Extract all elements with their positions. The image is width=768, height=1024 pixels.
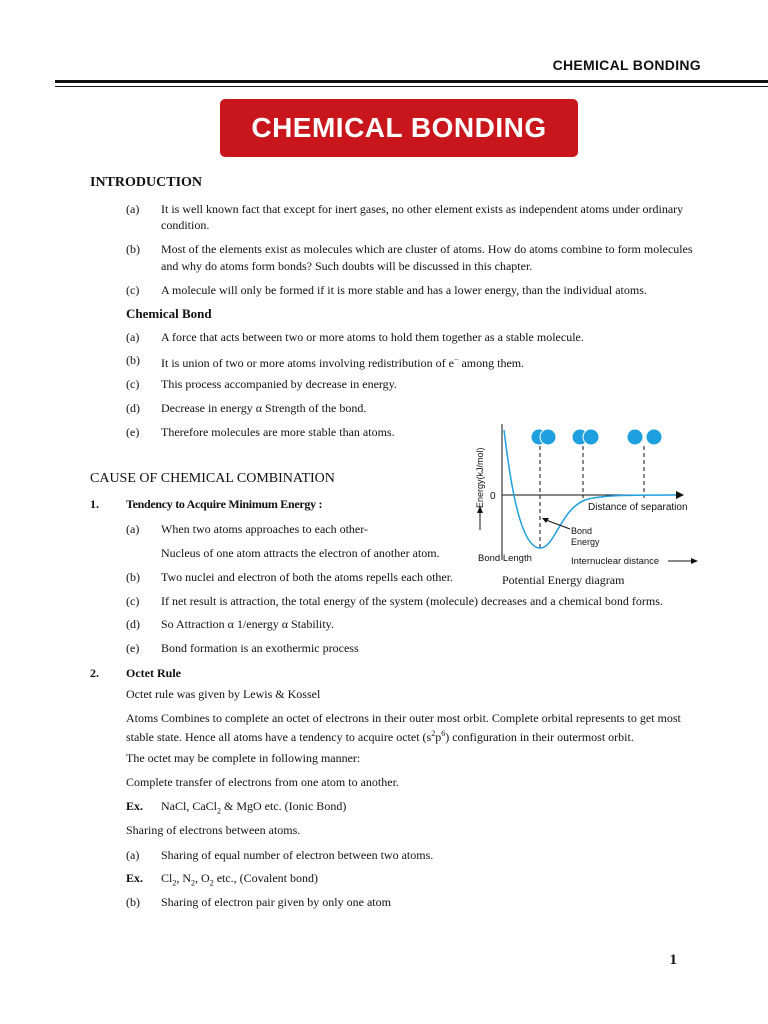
octet-item-a-text: Sharing of equal number of electron between two atoms.	[161, 848, 434, 862]
zero-label: 0	[490, 491, 496, 502]
p1-item-c-text: If net result is attraction, the total energy of the system (molecule) decreases and a chemical bond forms.	[161, 594, 663, 608]
internuclear-label: Internuclear distance	[571, 556, 660, 567]
intro-heading: INTRODUCTION	[90, 175, 203, 190]
p1-item-a-text: When two atoms approaches to each other-	[161, 522, 369, 536]
octet-p2-line2: stable state. Hence all atoms have a tendency to acquire octet $(s^2p^6)$ configuration in their outermost orbit.	[126, 729, 634, 744]
p1-item-b-label: (b)	[126, 570, 140, 584]
chapter-title-banner: CHEMICAL BONDING	[220, 99, 578, 157]
ex2-text: $Cl_2$, $N_2$, $O_2$ etc., (Covalent bond)	[161, 871, 318, 888]
cb-item-b-label: (b)	[126, 353, 140, 367]
cb-item-e-text: Therefore molecules are more stable than atoms.	[161, 425, 395, 439]
atom-pair-2-right-atom	[583, 429, 599, 445]
atom-pair-1-right-atom	[540, 429, 556, 445]
cb-item-c-label: (c)	[126, 377, 140, 391]
internuclear-arrowhead	[691, 558, 698, 564]
p1-item-e-text: Bond formation is an exothermic process	[161, 641, 359, 655]
cb-item-e-label: (e)	[126, 425, 140, 439]
point2-title: Octet Rule	[126, 666, 181, 680]
x-axis-arrowhead	[676, 491, 684, 499]
running-header: CHEMICAL BONDING	[552, 57, 701, 73]
intro-item-c-label: (c)	[126, 283, 140, 297]
p1-item-c-label: (c)	[126, 594, 140, 608]
octet-item-b-label: (b)	[126, 895, 140, 909]
intro-item-b-line1: Most of the elements exist as molecules which are cluster of atoms. How do atoms combine to form molecules	[161, 242, 693, 256]
p1-item-d-label: (d)	[126, 617, 140, 631]
intro-item-a-line2: condition.	[161, 218, 210, 232]
intro-item-a-line1: It is well known fact that except for inert gases, no other element exists as independent atoms under ordinary	[161, 202, 684, 216]
ex1-label: Ex.	[126, 799, 144, 813]
chemical-bond-heading: Chemical Bond	[126, 306, 212, 321]
ex1-text: NaCl, CaCl$_2$ & MgO etc. (Ionic Bond)	[161, 799, 347, 816]
potential-energy-diagram	[460, 420, 710, 595]
separation-label: Distance of separation	[588, 502, 688, 513]
page-number: 1	[669, 952, 677, 968]
bond-energy-label-line1: Bond	[571, 526, 593, 536]
octet-item-a-label: (a)	[126, 848, 140, 862]
header-rule-thin	[55, 86, 768, 87]
header-rule-thick	[55, 80, 768, 83]
y-axis-label: Energy(kJ/mol)	[475, 447, 485, 508]
cb-item-d-text: Decrease in energy α Strength of the bond.	[161, 401, 367, 415]
bond-length-label: Bond Length	[478, 553, 532, 564]
p1-item-a-label: (a)	[126, 522, 140, 536]
octet-item-b-text: Sharing of electron pair given by only one atom	[161, 895, 391, 909]
p1-item-a2-text: Nucleus of one atom attracts the electron of another atom.	[161, 546, 440, 560]
intro-item-b-label: (b)	[126, 242, 140, 256]
diagram-caption: Potential Energy diagram	[502, 573, 625, 587]
bond-energy-label-line2: Energy	[571, 537, 600, 547]
octet-p3: The octet may be complete in following manner:	[126, 751, 361, 765]
atom-pair-3-right-atom	[646, 429, 662, 445]
cb-item-b-text: It is union of two or more atoms involving redistribution of e− among them.	[161, 355, 525, 370]
p1-item-e-label: (e)	[126, 641, 140, 655]
intro-item-a-label: (a)	[126, 202, 140, 216]
point1-number: 1.	[90, 497, 99, 511]
intro-item-b-line2: and why do atoms form bonds? Such doubts will be discussed in this chapter.	[161, 259, 533, 273]
cause-heading: CAUSE OF CHEMICAL COMBINATION	[90, 471, 335, 486]
point2-number: 2.	[90, 666, 99, 680]
cb-item-a-label: (a)	[126, 330, 140, 344]
cb-item-a-text: A force that acts between two or more atoms to hold them together as a stable molecule.	[161, 330, 584, 344]
atom-pair-3-left-atom	[627, 429, 643, 445]
cb-item-c-text: This process accompanied by decrease in energy.	[161, 377, 397, 391]
cb-item-d-label: (d)	[126, 401, 140, 415]
p1-item-d-text: So Attraction α 1/energy α Stability.	[161, 617, 334, 631]
octet-p2-line1: Atoms Combines to complete an octet of electrons in their outer most orbit. Complete orbital represents to get most	[126, 711, 681, 725]
octet-p4: Complete transfer of electrons from one atom to another.	[126, 775, 399, 789]
p1-item-b-text: Two nuclei and electron of both the atoms repells each other.	[161, 570, 454, 584]
octet-p5: Sharing of electrons between atoms.	[126, 823, 301, 837]
intro-item-c-line1: A molecule will only be formed if it is more stable and has a lower energy, than the individual atoms.	[161, 283, 647, 297]
point1-title: Tendency to Acquire Minimum Energy :	[126, 497, 323, 511]
octet-p1: Octet rule was given by Lewis & Kossel	[126, 687, 321, 701]
ex2-label: Ex.	[126, 871, 144, 885]
